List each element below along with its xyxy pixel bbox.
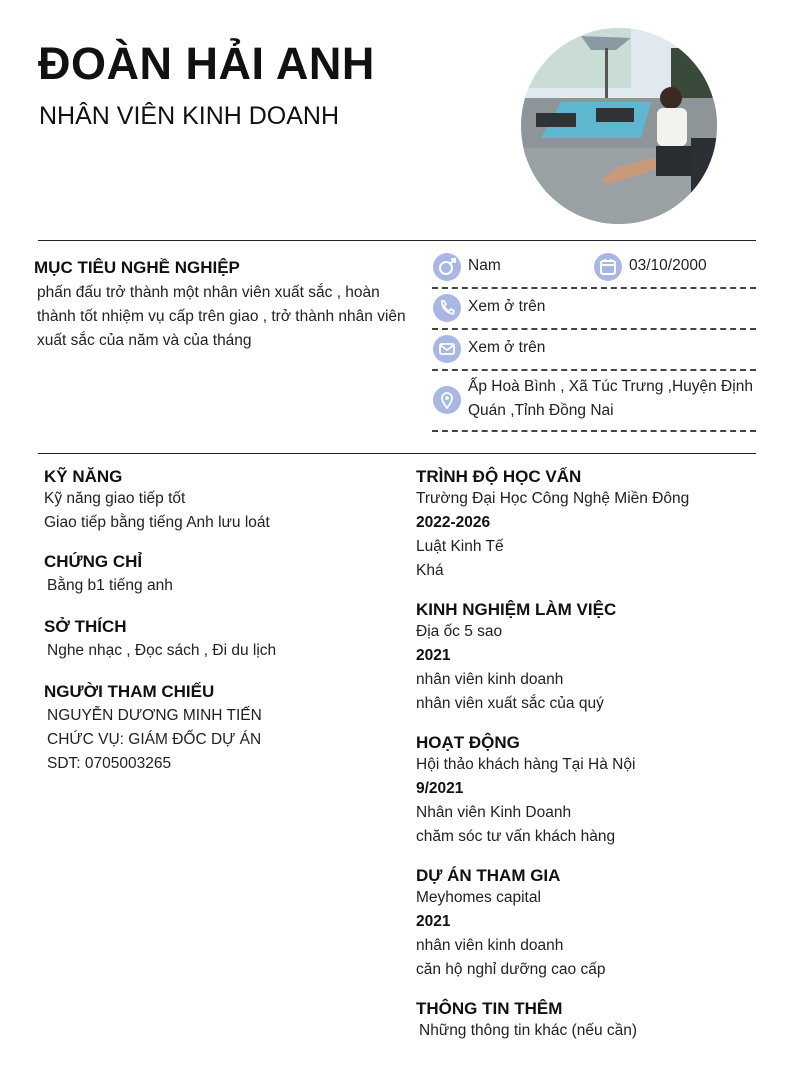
education-title: TRÌNH ĐỘ HỌC VẤN [416,467,582,486]
contact-row-phone [432,289,756,330]
education-grade: Khá [416,562,444,579]
activity-desc: chăm sóc tư vấn khách hàng [416,828,616,845]
experience-year: 2021 [416,647,451,664]
gender-value: Nam [468,257,501,274]
candidate-name: ĐOÀN HẢI ANH [38,38,375,89]
activity-event: Hội thảo khách hàng Tại Hà Nội [416,756,636,773]
experience-note: nhân viên xuất sắc của quý [416,695,604,712]
projects-title: DỰ ÁN THAM GIA [416,866,561,885]
skill-item: Giao tiếp bằng tiếng Anh lưu loát [44,514,270,531]
project-name: Meyhomes capital [416,889,541,906]
experience-title: KINH NGHIỆM LÀM VIỆC [416,600,617,619]
hobby-item: Nghe nhạc , Đọc sách , Đi du lịch [47,642,277,659]
contact-row-email [432,330,756,371]
certificate-item: Bằng b1 tiếng anh [47,577,173,594]
divider-middle [38,453,756,454]
birthdate-value: 03/10/2000 [629,257,707,274]
activity-role: Nhân viên Kinh Doanh [416,804,572,821]
candidate-role: NHÂN VIÊN KINH DOANH [39,102,340,130]
avatar-photo [521,28,717,224]
email-value: Xem ở trên [468,339,546,356]
phone-icon [433,294,461,322]
activity-date: 9/2021 [416,780,464,797]
reference-item: CHỨC VỤ: GIÁM ĐỐC DỰ ÁN [47,731,262,748]
address-value: Ấp Hoà Bình , Xã Túc Trưng ,Huyện Định Quán ,Tỉnh Đồng Nai [468,378,753,419]
reference-item: SDT: 0705003265 [47,755,172,772]
extra-text: Những thông tin khác (nếu cần) [419,1022,638,1039]
skills-title: KỸ NĂNG [44,467,123,486]
experience-position: nhân viên kinh doanh [416,671,564,688]
phone-value: Xem ở trên [468,298,546,315]
contact-row-address [432,371,756,432]
email-icon [433,335,461,363]
hobbies-title: SỞ THÍCH [44,617,127,636]
contact-row-basic [432,248,756,289]
education-major: Luật Kinh Tế [416,538,504,555]
avatar [521,28,717,224]
experience-company: Địa ốc 5 sao [416,623,503,640]
extra-title: THÔNG TIN THÊM [416,999,563,1018]
project-desc: căn hộ nghỉ dưỡng cao cấp [416,961,606,978]
gender-icon [433,253,461,281]
references-title: NGƯỜI THAM CHIẾU [44,682,215,701]
education-school: Trường Đại Học Công Nghệ Miền Đông [416,490,690,507]
certificates-title: CHỨNG CHỈ [44,552,143,571]
activities-title: HOẠT ĐỘNG [416,733,520,752]
location-icon [433,386,461,414]
objective-title: MỤC TIÊU NGHỀ NGHIỆP [34,258,240,277]
skill-item: Kỹ năng giao tiếp tốt [44,490,186,507]
project-year: 2021 [416,913,451,930]
reference-item: NGUYỄN DƯƠNG MINH TIẾN [47,707,262,724]
objective-text: phấn đấu trở thành một nhân viên xuất sắc , hoàn thành tốt nhiệm vụ cấp trên giao , trở thành nhân viên xuất sắc của năm và của tháng [37,284,406,349]
divider-top [38,240,756,241]
education-period: 2022-2026 [416,514,491,531]
project-role: nhân viên kinh doanh [416,937,564,954]
calendar-icon [594,253,622,281]
